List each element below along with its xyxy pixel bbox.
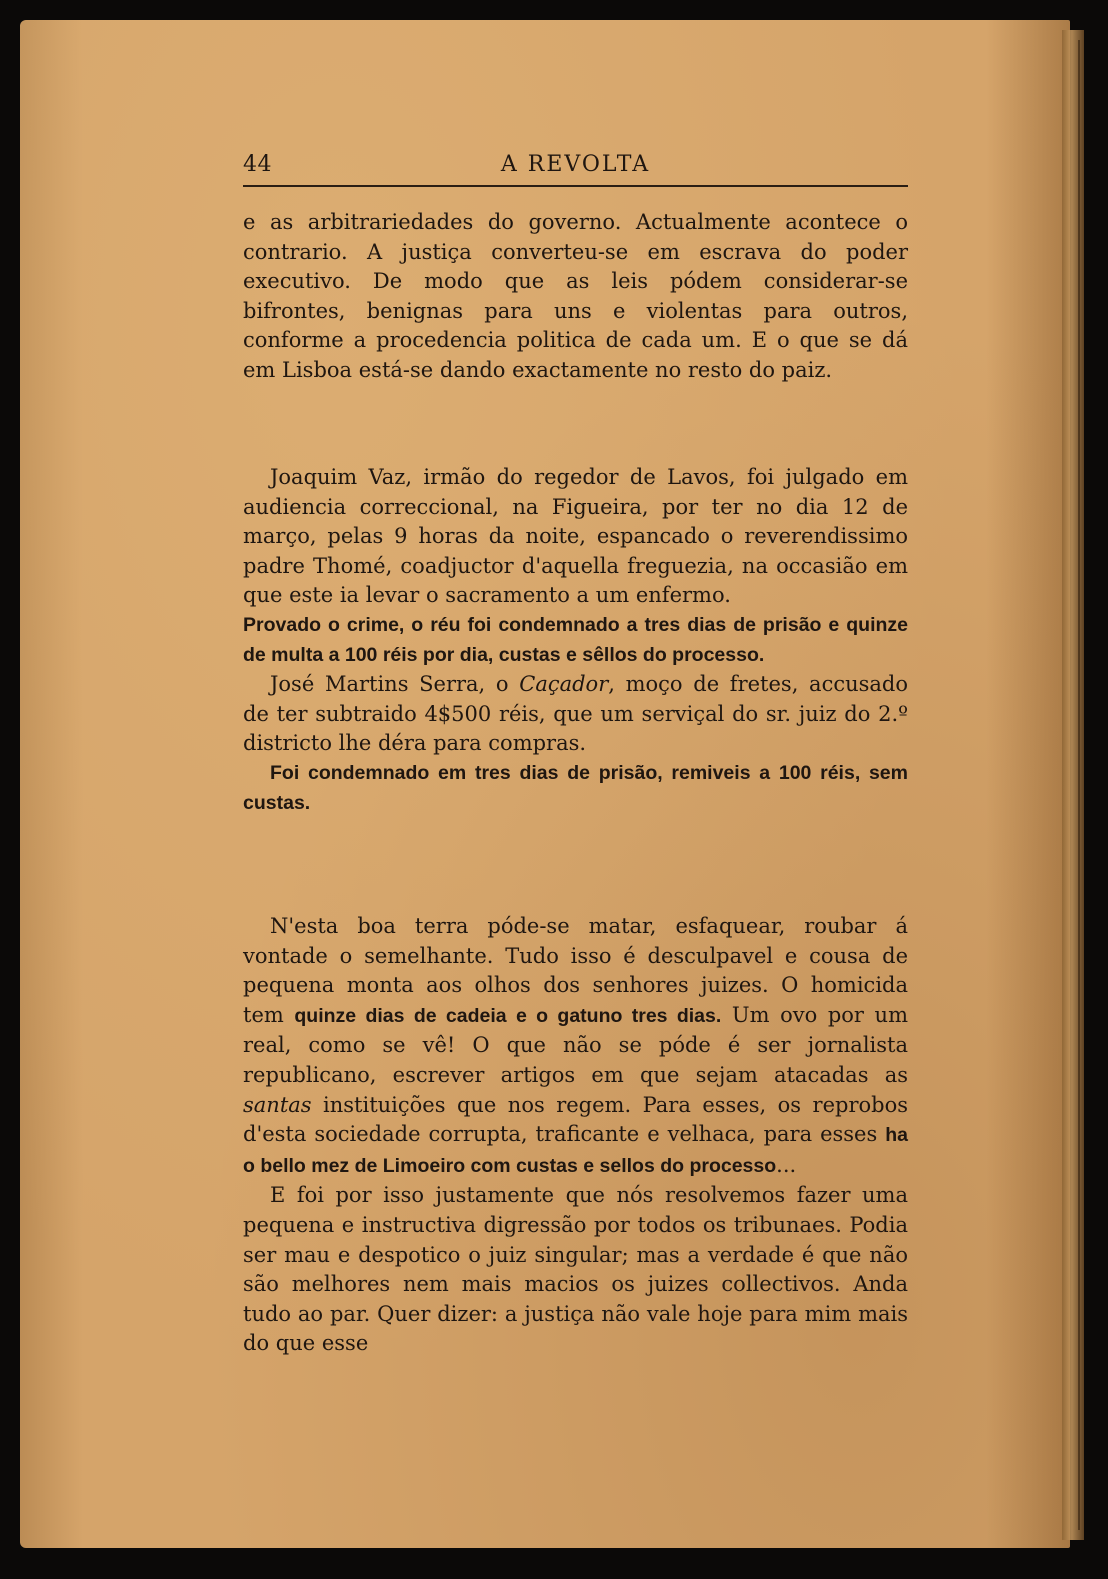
- commentary-italic: santas: [243, 1092, 312, 1117]
- case-2-text-end: , moço de fretes, accusado de ter subtraido 4$500 réis, que um serviçal do sr. juiz do 2.º districto lhe déra para compras.: [243, 672, 908, 756]
- page-number: 44: [243, 152, 272, 177]
- commentary-part-2: Um ovo por um real, como se vê! O que não se póde é ser jornalista republicano, escrever artigos em que sejam atacadas as: [243, 1002, 908, 1087]
- paragraph-text: e as arbitrariedades do governo. Actualmente acontece o contrario. A justiça converteu-se em escrava do poder executivo. De modo que as leis pódem considerar-se bifrontes, benignas para uns e violentas para outros, conforme a procedencia politica de cada um. E o que se dá em Lisboa está-se dando exactamente no resto do paiz.: [243, 210, 908, 382]
- court-cases-section: [243, 463, 908, 818]
- closing-paragraph: E foi por isso justamente que nós resolvemos fazer uma pequena e instructiva digressão por todos os tribunaes. Podia ser mau e despotico o juiz singular; mas a verdade é que não são melhores nem mais macios os juizes collectivos. Anda tudo ao par. Quer dizer: a justiça não vale hoje para mim mais do que esse: [243, 1183, 908, 1356]
- running-title: A REVOLTA: [500, 152, 651, 177]
- commentary-part-3: instituições que nos regem. Para esses, os reprobos d'esta sociedade corrupta, traficante e velhaca, para esses: [243, 1092, 908, 1147]
- header-rule: [243, 185, 908, 187]
- page-edge: [1062, 30, 1084, 1540]
- commentary-paragraph: [243, 912, 908, 1181]
- case-2-verdict: Foi condemnado em tres dias de prisão, remiveis a 100 réis, sem custas.: [243, 761, 908, 814]
- case-1-verdict: Provado o crime, o réu foi condemnado a tres dias de prisão e quinze de multa a 100 réis por dia, custas e sêllos do processo.: [243, 613, 908, 666]
- case-1-text: Joaquim Vaz, irmão do regedor de Lavos, foi julgado em audiencia correccional, na Figueira, por ter no dia 12 de março, pelas 9 horas da noite, espancado o reverendissimo padre Thomé, coadjuctor d'aquella freguezia, na occasião em que este ia levar o sacramento a um enfermo.: [243, 465, 908, 608]
- case-2-text: [243, 670, 908, 759]
- commentary-part-1: N'esta boa terra póde-se matar, esfaquear, roubar á vontade o semelhante. Tudo isso é desculpavel e cousa de pequena monta aos olhos dos senhores juizes. O homicida tem: [243, 914, 908, 1027]
- page-header: [243, 148, 908, 182]
- commentary-bold-1: quinze dias de cadeia e o gatuno tres dias.: [294, 1004, 722, 1027]
- page-edge-shadow: [1078, 40, 1080, 1530]
- case-2-text-start: José Martins Serra, o: [270, 672, 520, 697]
- case-2-nickname: Caçador: [519, 672, 609, 697]
- opening-paragraph: [243, 208, 908, 386]
- commentary-bold-2: ha o bello mez de Limoeiro com custas e sellos do processo: [243, 1124, 908, 1177]
- commentary-part-4: ...: [776, 1152, 797, 1177]
- commentary-section: [243, 912, 908, 1359]
